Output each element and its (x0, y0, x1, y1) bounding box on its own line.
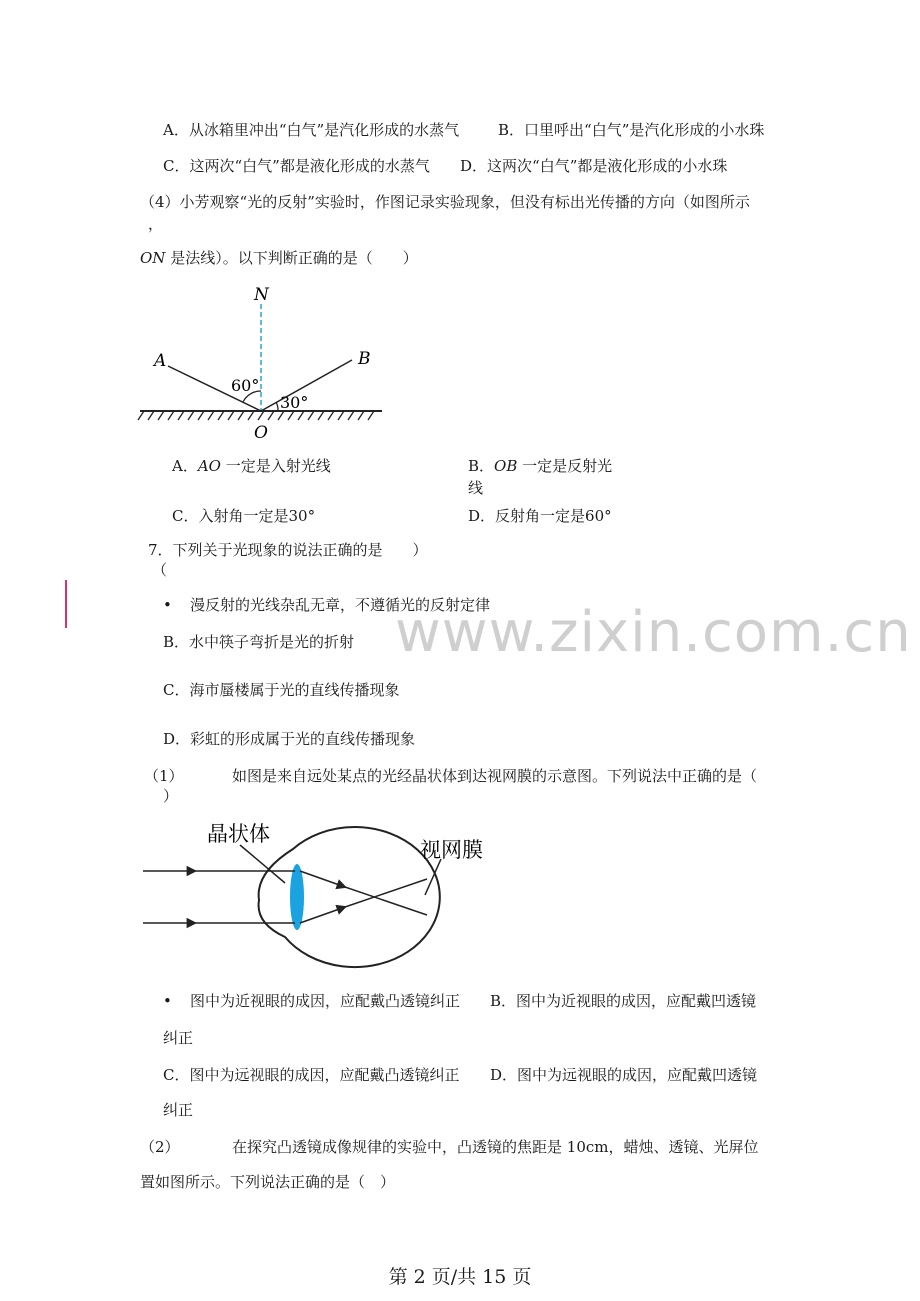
q3-option-c: C．这两次“白气”都是液化形成的水蒸气 (163, 157, 430, 175)
q-eye-stem: 如图是来自远处某点的光经晶状体到达视网膜的示意图。下列说法中正确的是（ (232, 767, 758, 785)
label-o: O (254, 423, 268, 443)
q-eye-number: （1） (144, 767, 184, 785)
angle-right-label: 30° (280, 393, 309, 412)
q4-option-b-text: 一定是反射光 (517, 457, 613, 475)
label-lens: 晶状体 (207, 822, 270, 846)
q4-stem-line2 (140, 248, 418, 268)
q4-stem-comma: ， (148, 215, 164, 233)
q7-option-a: 漫反射的光线杂乱无章，不遵循光的反射定律 (190, 596, 491, 614)
eye-diagram (135, 815, 515, 985)
q-eye-option-a: 图中为近视眼的成因，应配戴凸透镜纠正 (190, 992, 461, 1010)
label-n: N (254, 285, 269, 305)
q4-stem-line2-text: 是法线）。以下判断正确的是（ ） (165, 249, 418, 267)
q-lens-number: （2） (140, 1138, 180, 1156)
q3-option-d: D．这两次“白气”都是液化形成的小水珠 (460, 157, 728, 175)
label-retina: 视网膜 (420, 838, 483, 862)
margin-mark (65, 580, 67, 628)
reflection-diagram (130, 280, 400, 450)
q-lens-stem-line2: 置如图所示。下列说法正确的是（ ） (140, 1173, 396, 1191)
q-eye-option-c: C．图中为远视眼的成因，应配戴凸透镜纠正 (163, 1066, 460, 1084)
q4-option-a (172, 456, 331, 476)
q3-option-b: B．口里呼出“白气”是汽化形成的小水珠 (498, 121, 765, 139)
q4-option-b (468, 456, 612, 476)
label-b: B (358, 349, 371, 369)
label-a: A (154, 351, 167, 371)
q4-option-b-ray: OB (494, 457, 518, 475)
angle-left-label: 60° (231, 376, 260, 395)
q7-paren: （ (152, 561, 168, 579)
q-lens-stem-line1: 在探究凸透镜成像规律的实验中，凸透镜的焦距是 10cm，蜡烛、透镜、光屏位 (232, 1138, 759, 1156)
normal-label-on: ON (140, 249, 166, 267)
q7-stem: 7．下列关于光现象的说法正确的是 ） (148, 541, 428, 559)
q4-option-a-ray: AO (197, 457, 221, 475)
q4-option-b-prefix: B． (468, 457, 495, 475)
q-eye-option-d-wrap: 纠正 (163, 1101, 194, 1119)
q7-option-d: D．彩虹的形成属于光的直线传播现象 (163, 730, 416, 748)
q-eye-option-d: D．图中为远视眼的成因，应配戴凹透镜 (490, 1066, 758, 1084)
q7-option-b: B．水中筷子弯折是光的折射 (163, 633, 355, 651)
q4-option-a-text: 一定是入射光线 (220, 457, 331, 475)
q4-option-d: D．反射角一定是60° (468, 507, 612, 525)
q4-option-b-wrap: 线 (468, 479, 484, 497)
q4-option-a-prefix: A． (172, 457, 198, 475)
q-eye-option-b-wrap: 纠正 (163, 1029, 194, 1047)
q-eye-stem-end: ） (163, 787, 179, 805)
q-eye-option-b: B．图中为近视眼的成因，应配戴凹透镜 (490, 992, 757, 1010)
q4-stem-line1: （4）小芳观察“光的反射”实验时，作图记录实验现象，但没有标出光传播的方向（如图所示 (140, 193, 750, 211)
q4-option-c: C．入射角一定是30° (172, 507, 316, 525)
q-eye-bullet: • (163, 992, 172, 1010)
q7-bullet: • (163, 596, 172, 614)
q7-option-c: C．海市蜃楼属于光的直线传播现象 (163, 681, 400, 699)
watermark: www.zixin.com.cn (395, 600, 912, 665)
q3-option-a: A．从冰箱里冲出“白气”是汽化形成的水蒸气 (163, 121, 460, 139)
page-footer: 第 2 页/共 15 页 (388, 1266, 532, 1288)
